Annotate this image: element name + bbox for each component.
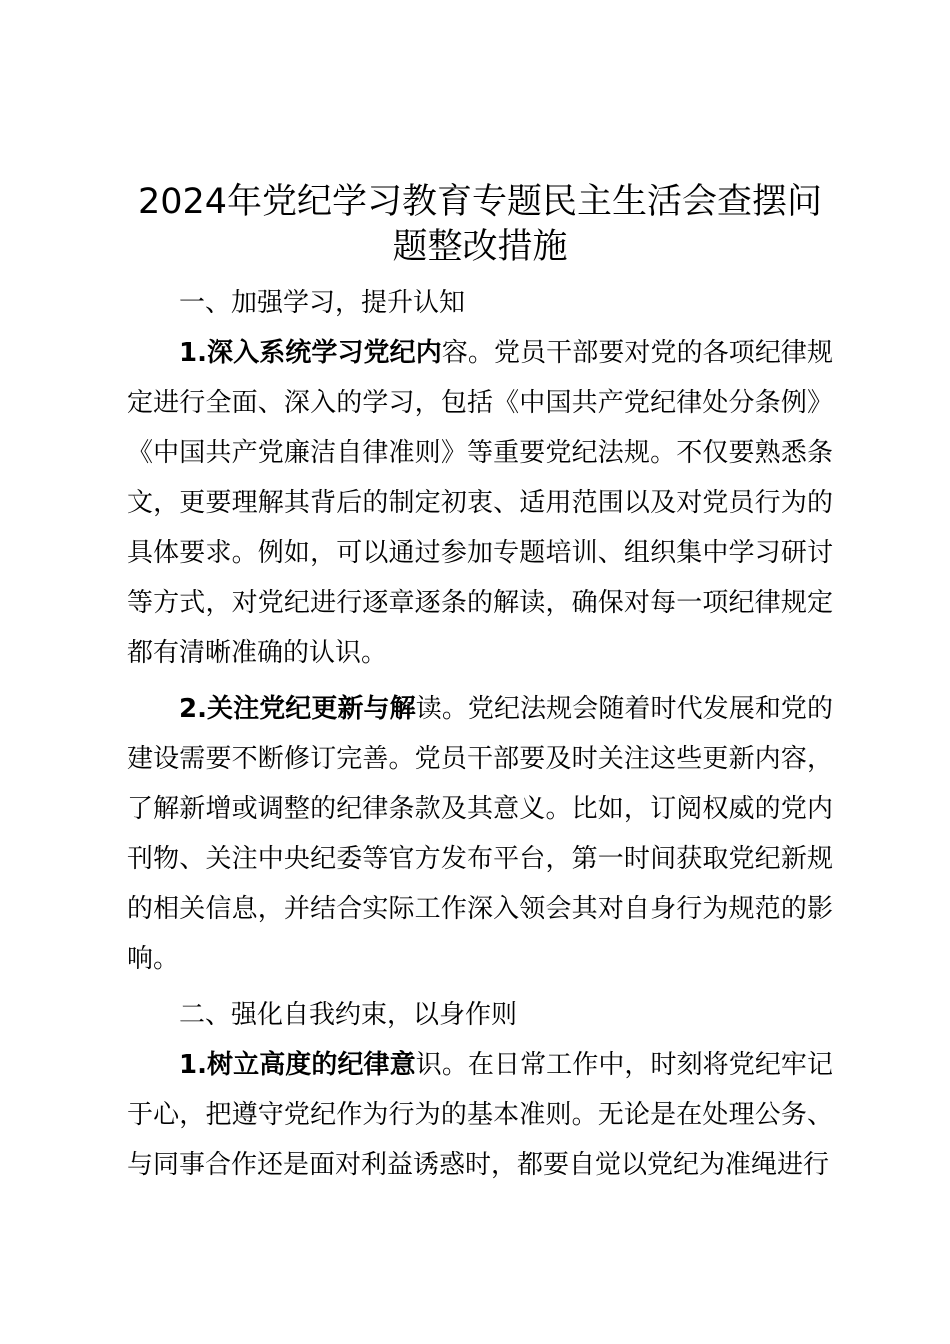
paragraph-1-2 [127, 684, 833, 984]
document-title [127, 180, 833, 270]
paragraph-text: 识。在日常工作中，时刻将党纪牢记于心，把遵守党纪作为行为的基本准则。无论是在处理公务、与同事合作还是面对利益诱惑时，都要自觉以党纪为准绳进行 [127, 1050, 833, 1180]
paragraph-text: 读。党纪法规会随着时代发展和党的建设需要不断修订完善。党员干部要及时关注这些更新内容，了解新增或调整的纪律条款及其意义。比如，订阅权威的党内刊物、关注中央纪委等官方发布平台，第一时间获取党纪新规的相关信息，并结合实际工作深入领会其对自身行为规范的影响。 [127, 694, 833, 974]
document-page [127, 180, 833, 1190]
title-line-2: 题整改措施 [392, 227, 568, 267]
paragraph-text: 容。党员干部要对党的各项纪律规定进行全面、深入的学习，包括《中国共产党纪律处分条例》《中国共产党廉洁自律准则》等重要党纪法规。不仅要熟悉条文，更要理解其背后的制定初衷、适用范围以及对党员行为的具体要求。例如，可以通过参加专题培训、组织集中学习研讨等方式，对党纪进行逐章逐条的解读，确保对每一项纪律规定都有清晰准确的认识。 [127, 338, 833, 668]
section-heading-2: 二、强化自我约束，以身作则 [179, 1000, 518, 1030]
paragraph-2-1 [127, 1040, 833, 1190]
title-line-1: 2024年党纪学习教育专题民主生活会查摆问 [137, 182, 823, 222]
section-heading-1: 一、加强学习，提升认知 [179, 288, 466, 318]
paragraph-lead: 1.树立高度的纪律意 [179, 1050, 416, 1080]
paragraph-lead: 1.深入系统学习党纪内 [179, 338, 442, 368]
paragraph-1-1 [127, 328, 833, 678]
paragraph-lead: 2.关注党纪更新与解 [179, 694, 416, 724]
